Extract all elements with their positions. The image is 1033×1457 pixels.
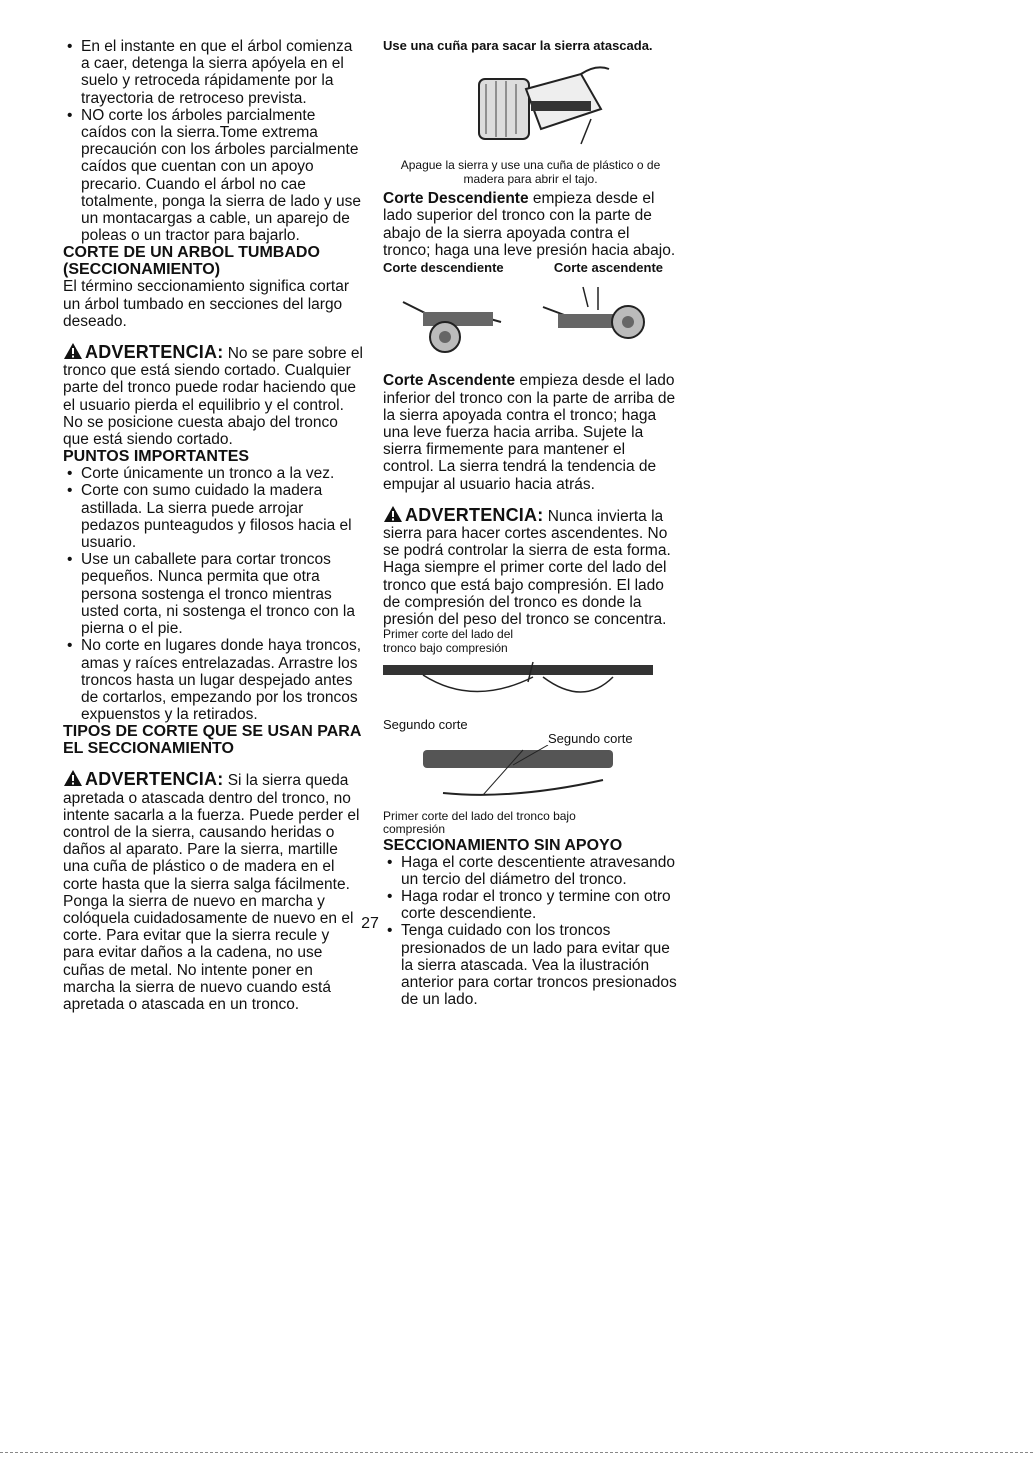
warning-block — [63, 342, 363, 448]
warning-triangle-icon — [383, 505, 403, 523]
wedge-illustration — [383, 59, 678, 153]
page-edge-rule — [0, 1452, 1033, 1453]
list-item: • Corte con sumo cuidado la madera astillada. La sierra puede arrojar pedazos punteagudos y filosos hacia el usuario. — [63, 482, 363, 551]
fig2-label-first-cut: Primer corte del lado del tronco bajo compresión — [383, 808, 576, 837]
label-overbuck: Corte descendiente — [383, 260, 504, 276]
fig1-label-second-cut: Segundo corte — [383, 717, 468, 733]
list-item: • Use un caballete para cortar troncos pequeños. Nunca permita que otra persona sostenga el tronco mientras usted corta, ni sostenga el tronco con la pierna o el pie. — [63, 551, 363, 637]
overbuck-term: Corte Descendiente — [383, 190, 529, 208]
warning-text: No se pare sobre el tronco que está siendo cortado. Cualquier parte del tronco puede rodar haciendo que el usuario pierda el equilibrio y el control. No se posicione cuesta abajo del tronco que está siendo cortado. — [63, 345, 363, 449]
overbuck-text: empieza desde el lado superior del tronco con la parte de abajo de la sierra apoyada contra el tronco; haga una leve presión hacia abajo. — [383, 190, 676, 259]
fig1-label-first-cut: Primer corte del lado del tronco bajo compresión — [383, 627, 514, 655]
right-column — [383, 38, 678, 1009]
felling-bullets — [63, 38, 363, 244]
wedge-heading: Use una cuña para sacar la sierra atascada. — [383, 38, 653, 53]
overbuck-underbuck-illustration — [383, 282, 678, 366]
list-item: • Haga rodar el tronco y termine con otro corte descendiente. — [383, 888, 678, 922]
warning-block — [383, 505, 678, 560]
heading-important-points: PUNTOS IMPORTANTES — [63, 448, 250, 466]
warning-title: ADVERTENCIA: — [85, 342, 224, 363]
list-item: • En el instante en que el árbol comienza a caer, detenga la sierra apóyela en el suelo y retroceda rápidamente por la trayectoria de retroceso prevista. — [63, 38, 363, 107]
wedge-caption: Apague la sierra y use una cuña de plástico o de madera para abrir el tajo. — [400, 158, 661, 186]
list-item: • Tenga cuidado con los troncos presionados de un lado para evitar que la sierra atascada. Vea la ilustración anterior para cortar troncos presionados de un lado. — [383, 922, 678, 1008]
underbuck-text: empieza desde el lado inferior del tronco con la parte de arriba de la sierra apoyada contra el tronco; haga una leve fuerza hacia arriba. Sujete la sierra firmemente para mantener el control. La sierra tendrá la tendencia de empujar al usuario hacia atrás. — [383, 372, 676, 493]
warning-text: Nunca invierta la sierra para hacer cortes ascendentes. No se podrá controlar la sierra de esta forma. — [383, 507, 671, 560]
warning-triangle-icon — [63, 769, 83, 787]
heading-bucking: CORTE DE UN ARBOL TUMBADO (SECCIONAMIENTO) — [63, 244, 320, 279]
cut-labels — [383, 259, 663, 276]
important-points-list — [63, 465, 363, 723]
overbuck-paragraph — [383, 190, 678, 259]
page-number: 27 — [361, 915, 379, 932]
compression-text: Haga siempre el primer corte del lado del tronco que está bajo compresión. El lado de compresión del tronco es donde la presión del peso del tronco se concentra. — [383, 559, 667, 629]
underbuck-term: Corte Ascendente — [383, 372, 516, 390]
heading-unsupported: SECCIONAMIENTO SIN APOYO — [383, 836, 623, 854]
list-item: • No corte en lugares donde haya troncos, amas y raíces entrelazadas. Arrastre los troncos hasta un lugar despejado antes de cortarlos, empezando por los troncos expuenstos y la retirados. — [63, 637, 363, 723]
fig2-label-second-cut: Segundo corte — [548, 730, 633, 746]
label-underbuck: Corte ascendente — [553, 260, 663, 276]
warning-title: ADVERTENCIA: — [405, 504, 544, 525]
bucking-text: El término seccionamiento significa cortar un árbol tumbado en secciones del largo deseado. — [63, 278, 350, 330]
list-item: • NO corte los árboles parcialmente caídos con la sierra.Tome extrema precaución con los árboles parcialmente caídos que cuentan con un apoyo precario. Cuando el árbol no cae totalmente, ponga la sierra de lado y use un montacargas a cable, un aparejo de poleas o un tractor para bajarlo. — [63, 107, 363, 245]
warning-block — [63, 769, 363, 1013]
warning-triangle-icon — [63, 342, 83, 360]
compression-log-illustration-1 — [383, 657, 678, 716]
compression-log-illustration-2 — [383, 745, 678, 809]
underbuck-paragraph — [383, 372, 678, 492]
list-item: • Corte únicamente un tronco a la vez. — [63, 465, 363, 482]
heading-cut-types: TIPOS DE CORTE QUE SE USAN PARA EL SECCIONAMIENTO — [63, 723, 361, 758]
warning-title: ADVERTENCIA: — [85, 769, 224, 790]
warning-text: Si la sierra queda apretada o atascada dentro del tronco, no intente sacarla a la fuerza. Puede perder el control de la sierra, causando heridas o daños al aparato. Pare la sierra, martille una cuña de plástico o de madera en el corte hasta que la sierra salga fácilmente. Ponga la sierra de nuevo en marcha y colóquela cuidadosamente de nuevo en el corte. Para evitar que la sierra recule y para evitar daños a la cadena, no use cuñas de metal. No intente poner en marcha la sierra de nuevo cuando está apretada o atascada en un tronco. — [63, 772, 360, 1013]
left-column — [63, 38, 363, 1013]
list-item: • Haga el corte descentiente atravesando un tercio del diámetro del tronco. — [383, 854, 678, 888]
